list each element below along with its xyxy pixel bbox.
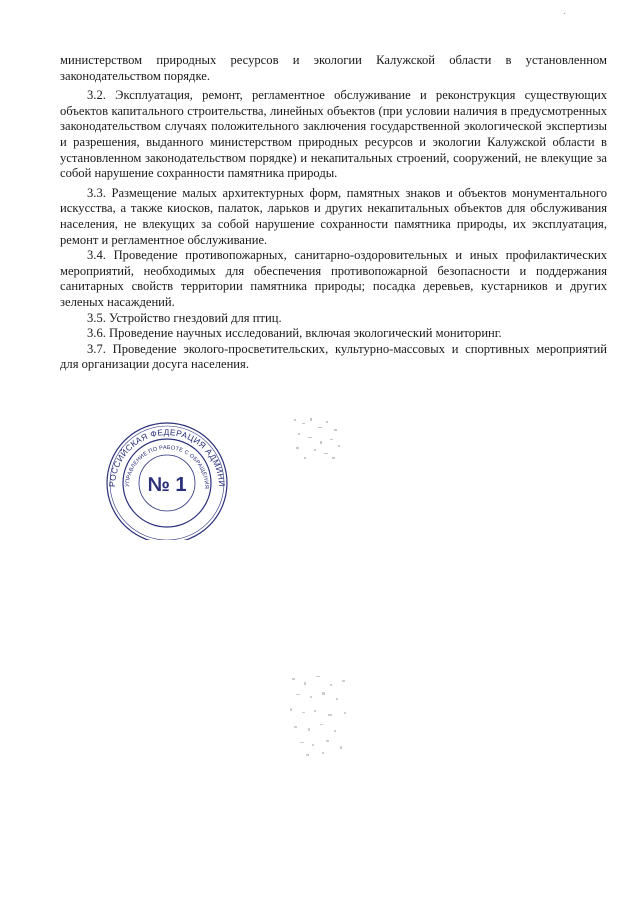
paragraph-3-7: 3.7. Проведение эколого-просветительских, культурно-массовых и спортивных мероприятий для организации досуга населения.	[60, 341, 607, 372]
scan-artifact	[282, 672, 360, 760]
svg-text:РОССИЙСКАЯ ФЕДЕРАЦИЯ АДМИНИСТР: РОССИЙСКАЯ ФЕДЕРАЦИЯ АДМИНИ	[106, 426, 228, 488]
paragraph-3-5: 3.5. Устройство гнездовий для птиц.	[87, 310, 282, 325]
paragraph-continuation: министерством природных ресурсов и экологии Калужской области в установленном законодательством порядке.	[60, 53, 607, 83]
scan-corner-mark: ˙	[563, 12, 567, 23]
scan-artifact	[288, 415, 350, 463]
svg-text:№ 1: № 1	[147, 474, 187, 496]
paragraph-3-2: 3.2. Эксплуатация, ремонт, регламентное обслуживание и реконструкция существующих объектов капитального строительства, линейных объектов (при условии наличия в предусмотренных законодательством случаях положительного заключения государственной экологической экспертизы и разрешения, выданного министерством природных ресурсов и экологии Калужской области в установленном законодательством порядке) и некапитальных строений, сооружений, не влекущие за собой нарушение сохранности памятника природы.	[60, 88, 607, 181]
seal-stamp-icon	[95, 415, 245, 540]
paragraph-3-6: 3.6. Проведение научных исследований, включая экологический мониторинг.	[87, 326, 502, 341]
document-body	[60, 53, 607, 373]
paragraph-3-4: 3.4. Проведение противопожарных, санитарно-оздоровительных и иных профилактических мероприятий, необходимых для обеспечения противопожарной безопасности и поддержания санитарных свойств территории памятника природы; посадка деревьев, кустарников и других зеленых насаждений.	[60, 248, 607, 309]
paragraph-3-3: 3.3. Размещение малых архитектурных форм, памятных знаков и объектов монументального искусства, а также киосков, палаток, ларьков и других некапитальных объектов для обслуживания населения, не влекущих за собой нарушение сохранности памятника природы, их эксплуатация, ремонт и регламентное обслуживание.	[60, 185, 607, 247]
svg-text:УПРАВЛЕНИЕ ПО РАБОТЕ С ОБРАЩЕН: УПРАВЛЕНИЕ ПО РАБОТЕ С ОБРАЩЕНИЯ	[124, 444, 210, 490]
official-seal	[95, 415, 245, 540]
